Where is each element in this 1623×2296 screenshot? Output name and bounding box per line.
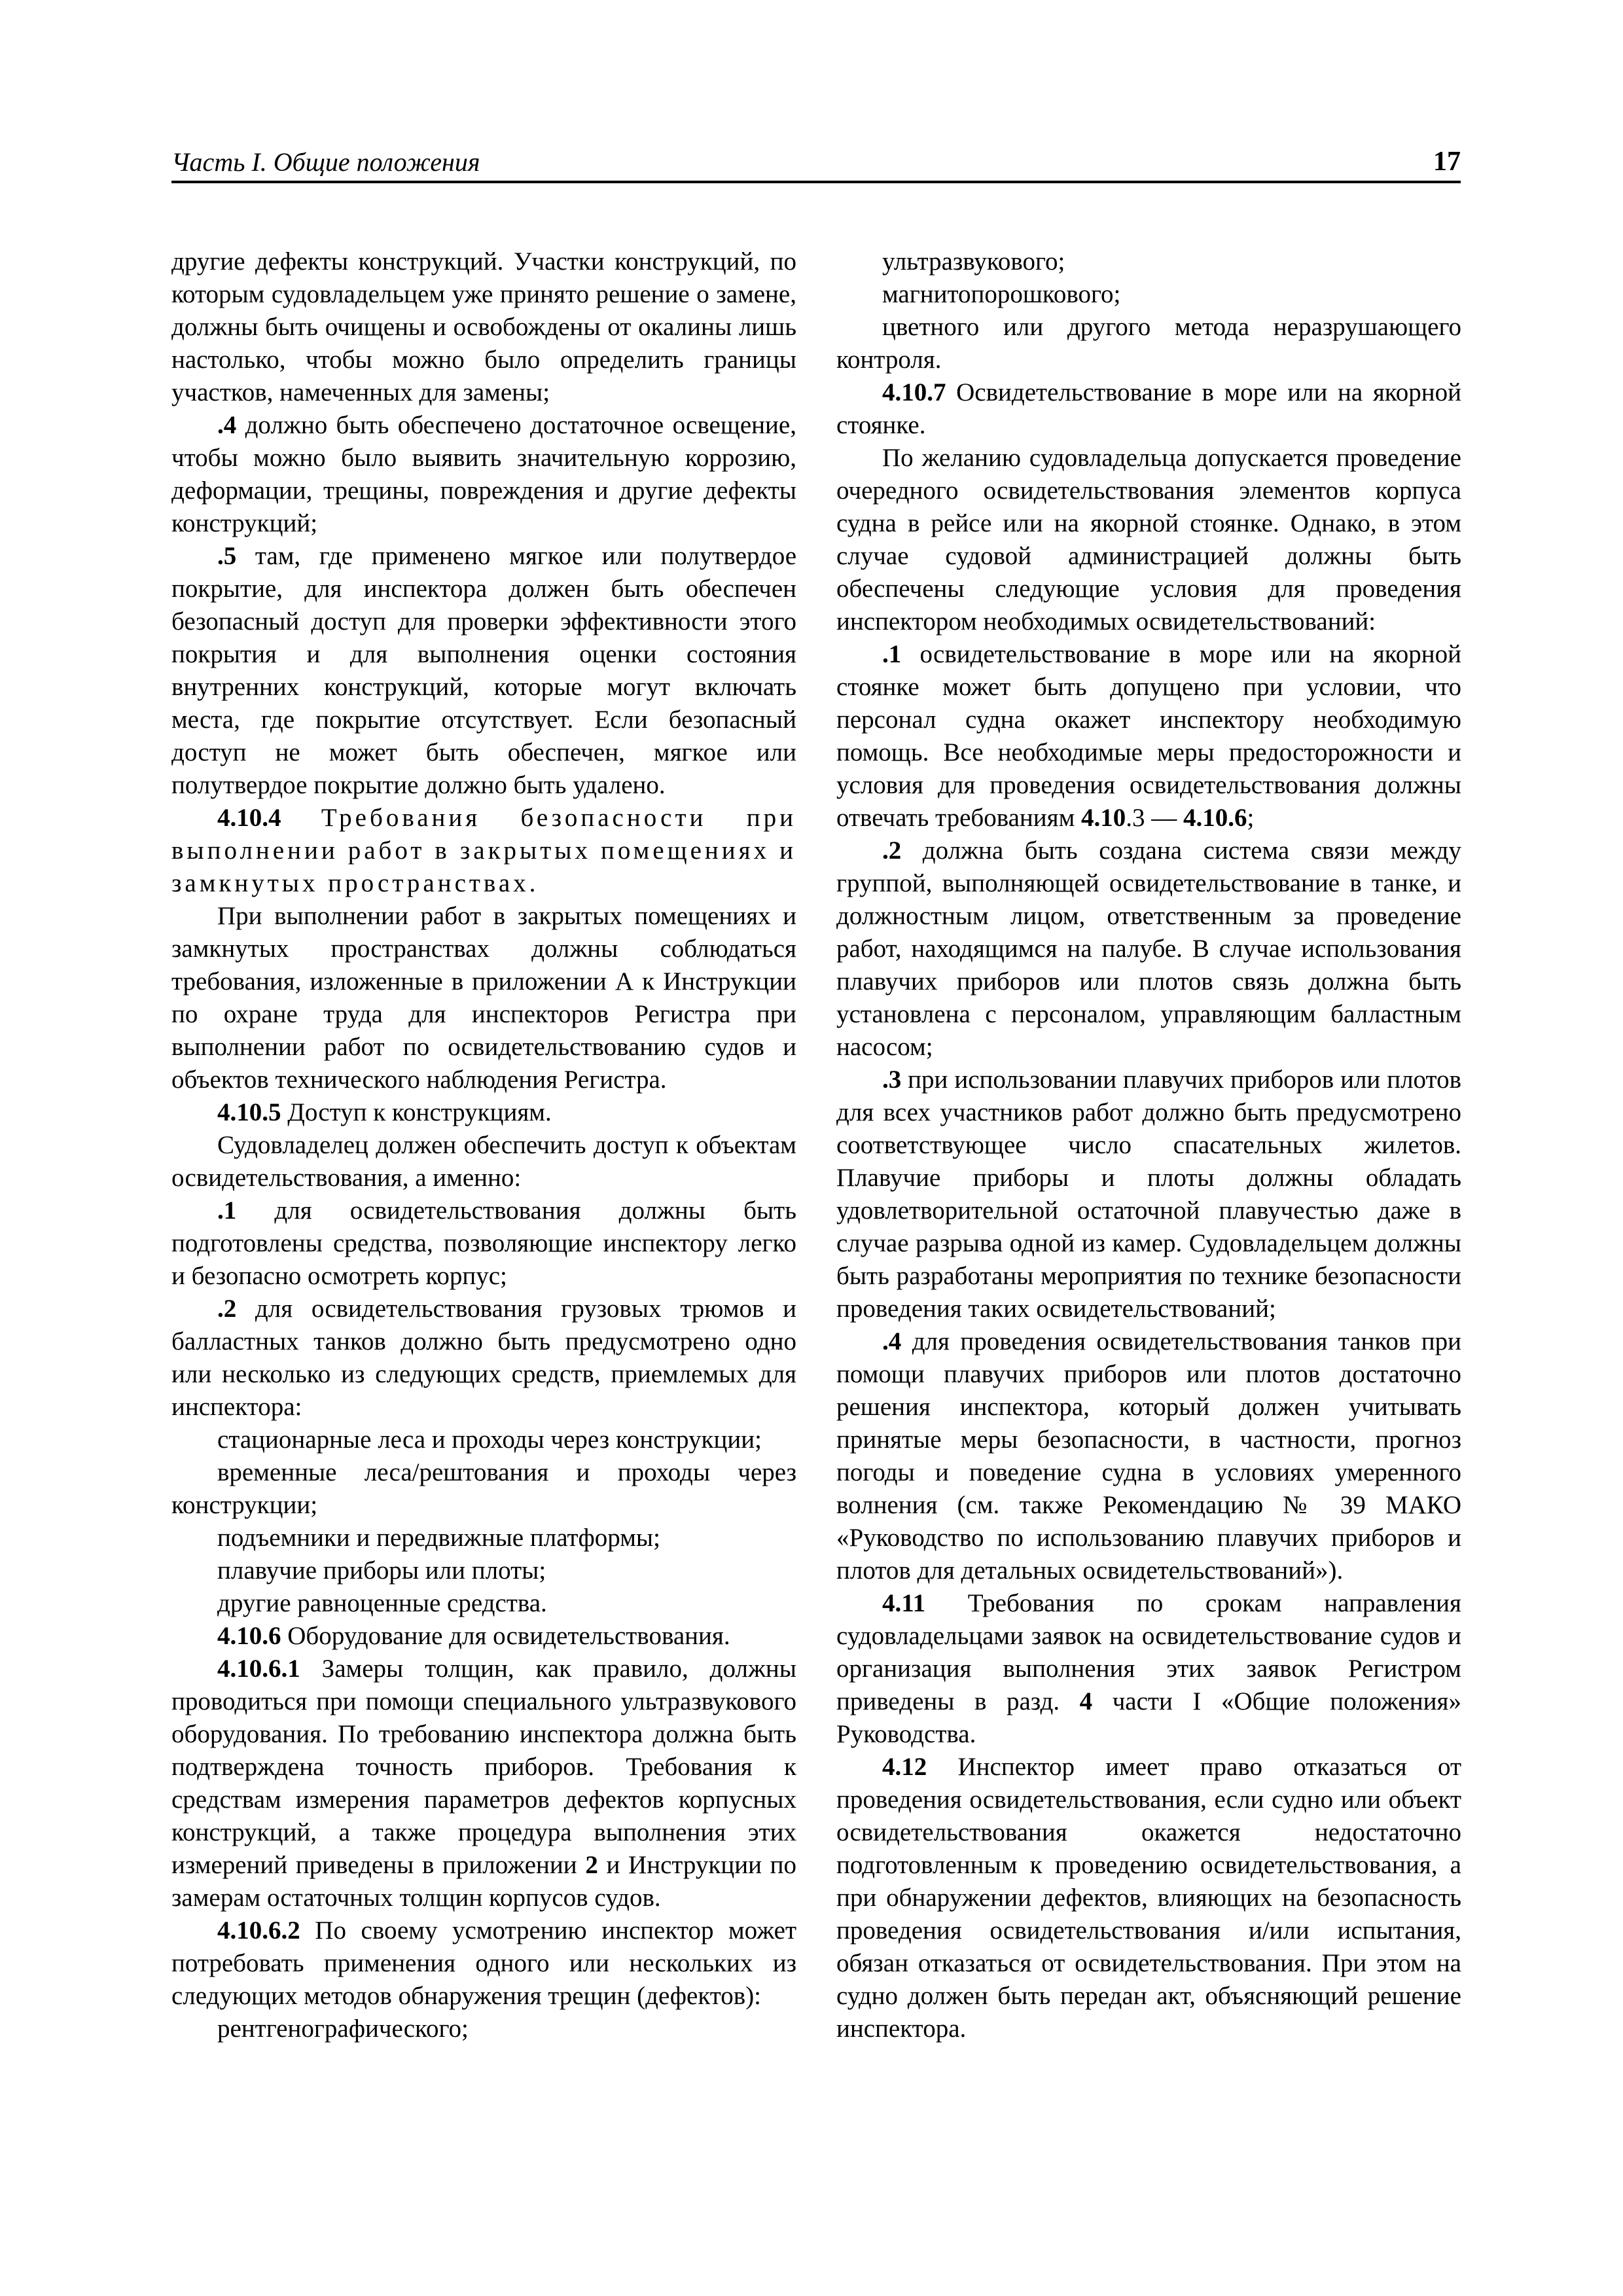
item-number: .1 <box>217 1196 237 1225</box>
section-4-10-6-2 <box>171 1914 796 2013</box>
paragraph-text: При выполнении работ в закрытых помещениях и замкнутых пространствах должны соблюдаться требования, изложенные в приложении А к Инструкции по охране труда для инспекторов Регистра при выполнении работ по освидетельствованию судов и объектов технического наблюдения Регистра. <box>171 902 796 1094</box>
section-number: 4.10.6.1 <box>217 1655 300 1683</box>
list-item-2 <box>836 834 1461 1064</box>
item-text: для освидетельствования должны быть подготовлены средства, позволяющие инспектору легко и безопасно осмотреть корпус; <box>171 1196 796 1290</box>
section-4-12 <box>836 1751 1461 2045</box>
appendix-ref: 2 <box>585 1851 598 1879</box>
item-number: .2 <box>882 836 902 865</box>
running-header <box>171 140 1461 183</box>
paragraph-text: Судовладелец должен обеспечить доступ к объектам освидетельствования, а именно: <box>171 1131 796 1192</box>
list-item-5 <box>171 540 796 802</box>
paragraph-text: Замеры толщин, как правило, должны проводиться при помощи специального ультразвукового оборудования. По требованию инспектора должна быть подтверждена точность приборов. Требования к средствам измерения параметров дефектов корпусных конструкций, а также процедура выполнения этих измерений приведены в приложении <box>171 1655 796 1879</box>
item-number: .1 <box>882 640 902 668</box>
paragraph-continued <box>171 245 796 409</box>
section-4-10-6-1 <box>171 1653 796 1914</box>
section-number: 4.11 <box>882 1589 926 1617</box>
item-text: для проведения освидетельствования танков при помощи плавучих приборов или плотов достаточно решения инспектора, который должен учитывать принятые меры безопасности, в частности, прогноз погоды и поведение судна в условиях умеренного волнения (см. также Рекомендацию № 39 МАКО «Руководство по использованию плавучих приборов и плотов для детальных освидетельствований»). <box>836 1327 1461 1585</box>
section-number: 4.10.6 <box>217 1622 281 1650</box>
section-4-11 <box>836 1587 1461 1751</box>
list-item-2 <box>171 1293 796 1424</box>
item-number: .4 <box>882 1327 902 1355</box>
item-number: .4 <box>217 411 237 439</box>
cross-ref: 4.10.6 <box>1183 804 1247 832</box>
list-entry: другие равноценные средства. <box>217 1589 547 1617</box>
list-entry: плавучие приборы или плоты; <box>217 1556 546 1585</box>
section-ref: 4 <box>1079 1687 1093 1715</box>
page-number: 17 <box>1433 147 1461 177</box>
paragraph <box>171 900 796 1096</box>
section-heading-4-10-5 <box>171 1096 796 1129</box>
section-number: 4.10.6.2 <box>217 1916 300 1945</box>
section-heading-4-10-7 <box>836 376 1461 442</box>
left-column <box>171 245 796 2045</box>
item-number: .3 <box>882 1066 902 1094</box>
section-title: Освидетельствование в море или на якорной стоянке. <box>836 378 1461 439</box>
list-entry: ультразвукового; <box>882 247 1065 276</box>
section-number: 4.12 <box>882 1753 927 1781</box>
paragraph-text: части I «Общие положения» Руководства. <box>836 1687 1461 1748</box>
paragraph-text: По своему усмотрению инспектор может потребовать применения одного или нескольких из следующих методов обнаружения трещин (дефектов): <box>171 1916 796 2010</box>
list-entry: цветного или другого метода неразрушающего контроля. <box>836 313 1461 374</box>
item-text: освидетельствование в море или на якорной стоянке может быть допущено при условии, что персонал судна окажет инспектору необходимую помощь. Все необходимые меры предосторожности и условия для проведения освидетельствования должны отвечать требованиям <box>836 640 1461 832</box>
item-text: при использовании плавучих приборов или плотов для всех участников работ должно быть предусмотрено соответствующее число спасательных жилетов. Плавучие приборы и плоты должны обладать удовлетворительной остаточной плавучестью даже в случае разрыва одной из камер. Судовладельцем должны быть разработаны мероприятия по технике безопасности проведения таких освидетельствований; <box>836 1066 1461 1323</box>
paragraph-text: По желанию судовладельца допускается проведение очередного освидетельствования элементов корпуса судна в рейсе или на якорной стоянке. Однако, в этом случае судовой администрацией должны быть обеспечены следующие условия для проведения инспектором необходимых освидетельствований: <box>836 444 1461 636</box>
section-title: Доступ к конструкциям. <box>281 1098 552 1126</box>
item-text: должно быть обеспечено достаточное освещение, чтобы можно было выявить значительную коррозию, деформации, трещины, повреждения и другие дефекты конструкций; <box>171 411 796 537</box>
section-heading-4-10-4 <box>171 802 796 900</box>
list-item-1 <box>171 1194 796 1293</box>
paragraph-text: и Инструкции по замерам остаточных толщин корпусов судов. <box>171 1851 797 1912</box>
section-number: 4.10.5 <box>217 1098 281 1126</box>
list-entry: стационарные леса и проходы через конструкции; <box>217 1426 762 1454</box>
list-entry: магнитопорошкового; <box>882 280 1121 308</box>
right-column <box>836 245 1461 2045</box>
paragraph-text: Инспектор имеет право отказаться от проведения освидетельствования, если судно или объект освидетельствования окажется недостаточно подготовленным к проведению освидетельствования, а при обнаружении дефектов, влияющих на безопасность проведения освидетельствования и/или испытания, обязан отказаться от освидетельствования. При этом на судно должен быть передан акт, объясняющий решение инспектора. <box>836 1753 1461 2043</box>
paragraph-text: другие дефекты конструкций. Участки конструкций, по которым судовладельцем уже принято решение о замене, должны быть очищены и освобождены от окалины лишь настолько, чтобы можно было определить границы участков, намеченных для замены; <box>171 247 796 406</box>
item-text: .3 — <box>1126 804 1184 832</box>
list-item-4 <box>836 1325 1461 1587</box>
list-item-4 <box>171 409 796 540</box>
header-title: Часть I. Общие положения <box>171 147 480 177</box>
list-entry: временные леса/рештования и проходы через конструкции; <box>171 1458 796 1519</box>
section-heading-4-10-6 <box>171 1620 796 1653</box>
list-entry: подъемники и передвижные платформы; <box>217 1524 660 1552</box>
paragraph-text: Требования по срокам направления судовладельцами заявок на освидетельствование судов и организация выполнения этих заявок Регистром приведены в разд. <box>836 1589 1461 1715</box>
item-text: должна быть создана система связи между группой, выполняющей освидетельствование в танке, и должностным лицом, ответственным за проведение работ, находящимся на палубе. В случае использования плавучих приборов или плотов связь должна быть установлена с персоналом, управляющим балластным насосом; <box>836 836 1461 1061</box>
section-number: 4.10.4 <box>217 804 281 832</box>
paragraph <box>836 442 1461 638</box>
item-text: ; <box>1247 804 1255 832</box>
section-title: Требования безопасности при выполнении работ в закрытых помещениях и замкнутых пространствах. <box>171 804 796 897</box>
section-number: 4.10.7 <box>882 378 946 406</box>
list-item-1 <box>836 638 1461 834</box>
item-number: .5 <box>217 542 237 570</box>
section-title: Оборудование для освидетельствования. <box>281 1622 730 1650</box>
item-number: .2 <box>217 1295 237 1323</box>
item-text: там, где применено мягкое или полутвердое покрытие, для инспектора должен быть обеспечен безопасный доступ для проверки эффективности этого покрытия и для выполнения оценки состояния внутренних конструкций, которые могут включать места, где покрытие отсутствует. Если безопасный доступ не может быть обеспечен, мягкое или полутвердое покрытие должно быть удалено. <box>171 542 796 799</box>
cross-ref: 4.10 <box>1081 804 1126 832</box>
list-entry: рентгенографического; <box>217 2015 469 2043</box>
paragraph <box>171 1129 796 1194</box>
item-text: для освидетельствования грузовых трюмов и балластных танков должно быть предусмотрено одно или несколько из следующих средств, приемлемых для инспектора: <box>171 1295 796 1421</box>
list-item-3 <box>836 1064 1461 1325</box>
